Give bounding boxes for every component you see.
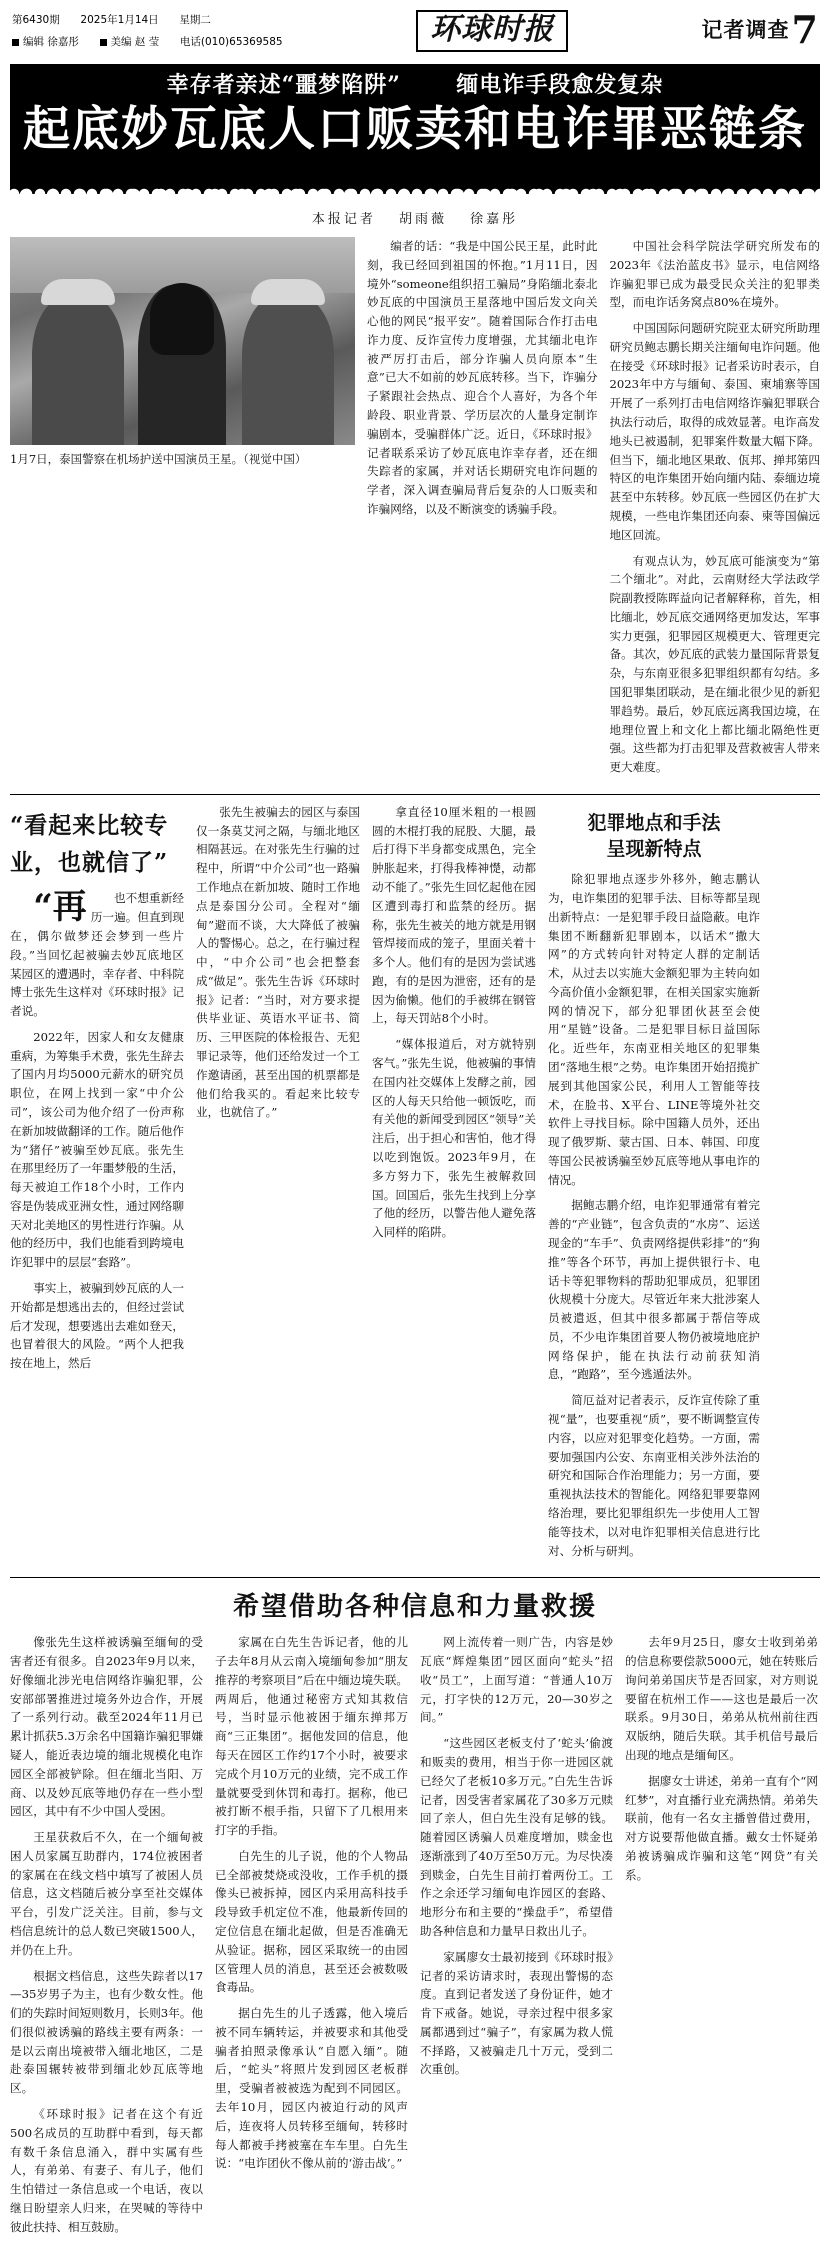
news-photo bbox=[10, 237, 355, 445]
crime-box-title-line2: 呈现新特点 bbox=[606, 837, 702, 860]
designer-label: 美编 bbox=[110, 36, 132, 49]
bottom-column-2 bbox=[215, 1633, 408, 2243]
left-article-text-1: 也不想重新经历一遍。但直到现在，偶尔做梦还会梦到一些片段。”当回忆起被骗去妙瓦底地区某园区的遭遇时，幸存者、中科院博士张先生这样对《环球时报》记者说。 bbox=[10, 891, 184, 1019]
left-article-paragraph-4: 事实上，被骗到妙瓦底的人一开始都是想逃出去的，但经过尝试后才发现，想要逃出去难如登天，也冒着很大的风险。“两个人把我按在地上，然后 bbox=[10, 1281, 184, 1371]
phone-number: 电话(010)65369585 bbox=[179, 36, 283, 49]
bottom-c2-p2: 白先生的儿子说，他的个人物品已全部被焚烧或没收，工作手机的摄像头已被拆掉，园区内采用高科技手段导致手机定位不准，他最新传回的定位信息在缅北起做，但是否准确无从验证。据称，园区采取统一的由园区管理人员的消息，甚至还会被数吸食毒品。 bbox=[215, 1848, 408, 1995]
square-bullet-icon bbox=[12, 39, 19, 46]
middle-column bbox=[372, 803, 536, 1567]
left-article-title: “看起来比较专业，也就信了” bbox=[10, 811, 169, 877]
col3-paragraph-3: 有观点认为，妙瓦底可能演变为“第二个缅北”。对此，云南财经大学法政学院副教授陈晖益向记者解释称，首先，相比缅北，妙瓦底交通网络更加发达，军事实力更强，犯罪园区规模更大、管理更完备。其次，妙瓦底的武装力量国际背景复杂，与东南亚很多犯罪组织都有勾结。多国犯罪集团联动，是在缅北很少见的新犯罪趋势。最后，妙瓦底远离我国边境，在地理位置上和文化上都比缅北隔绝性更强。这些都为打击犯罪及营救被害人带来更大难度。 bbox=[609, 553, 820, 775]
col3-paragraph-1: 中国社会科学院法学研究所发布的2023年《法治蓝皮书》显示，电信网络诈骗犯罪已成为最受民众关注的犯罪类型，而电诈话务窝点80%在境外。 bbox=[609, 239, 820, 310]
reporter-name-2: 徐嘉彤 bbox=[470, 212, 519, 227]
crime-box bbox=[548, 803, 760, 1567]
middle-section bbox=[10, 803, 820, 1567]
publish-date: 2025年1月14日 bbox=[80, 14, 159, 26]
bottom-c2-p3: 据白先生的儿子透露，他入境后被不同车辆转运，并被要求和其他受骗者拍照录像承认“自愿入缅”。随后，“蛇头”将照片发到园区老板群里，受骗者被被选为配到不同园区。去年10月，园区内被迫行动的风声后，连夜将人员转移至缅甸，转移时每人都被手拷被塞在车车里。白先生说：“电诈团伙不像从前的‘游击战’。” bbox=[215, 2006, 408, 2171]
kicker-right: 缅电诈手段愈发复杂 bbox=[456, 72, 664, 98]
main-headline: 起底妙瓦底人口贩卖和电诈罪恶链条 bbox=[23, 102, 807, 158]
masthead bbox=[10, 8, 820, 60]
left-article-paragraph-1 bbox=[10, 889, 184, 1020]
bottom-c4-p1: 去年9月25日，廖女士收到弟弟的信息称要偿款5000元，她在转账后询问弟弟国庆节是否回家，对方则说要留在杭州工作——这也是最后一次联系。9月30日，弟弟从杭州前往西双版纳，随后失联。其手机信号最后出现的地点是缅甸区。 bbox=[625, 1635, 818, 1762]
drop-cap: “再 bbox=[33, 887, 87, 928]
crime-box-title-line1: 犯罪地点和手法 bbox=[587, 811, 721, 834]
headline-banner bbox=[10, 64, 820, 182]
bottom-c3-p1: 网上流传着一则广告，内容是妙瓦底“辉煌集团”园区面向“蛇头”招收“员工”，上面写道：“普通人10万元，打字快的12万元，20—30岁之间。” bbox=[420, 1635, 613, 1725]
photo-caption: 1月7日，泰国警察在机场护送中国演员王星。（视觉中国） bbox=[10, 452, 307, 466]
mid-col2-paragraph-1: 拿直径10厘米粗的一根圆圆的木棍打我的屁股、大腿，最后打得下半身都变成黑色，完全肿胀起来，打得我棒神憷，动都动不能了。”张先生回忆起他在园区遭到毒打和监禁的经历。据称，张先生被关的地方就是用钢管焊接而成的笼子，里面关着十多个人。他们有的是因为尝试逃跑，有的是因为泄密，还有的是因为偷懒。他们的手被绑在钢管上，每天罚站8个小时。 bbox=[372, 804, 536, 1026]
masthead-left bbox=[12, 10, 283, 52]
newspaper-logo: 环球时报 bbox=[416, 10, 568, 52]
bottom-column-3 bbox=[420, 1633, 613, 2243]
photo-column bbox=[10, 237, 355, 784]
mid-col2-paragraph-2: “媒体报道后，对方就特别客气。”张先生说，他被骗的事情在国内社交媒体上发酵之前，园区的人每天只给他一顿饭吃，而有关他的新闻受到园区“领导”关注后，出于担心和害怕，他才得以吃到饱饭。2023年9月，在多方努力下，张先生被解救回国。回国后，张先生找到上分享了他的经历，以警告他人避免落入同样的陷阱。 bbox=[372, 1037, 536, 1240]
section-title: 记者调查 bbox=[701, 17, 790, 42]
masthead-center bbox=[283, 10, 702, 52]
bottom-c3-p3: 家属廖女士最初接到《环球时报》记者的采访请求时，表现出警惕的态度。直到记者发送了身份证件，她才肯下戒备。她说，寻亲过程中很多家属都遇到过“骗子”，有家属为救人慌不择路，又被骗走几十万元，受到二次重创。 bbox=[420, 1949, 613, 2077]
torn-edge-decoration bbox=[10, 182, 820, 194]
weekday: 星期二 bbox=[179, 14, 211, 26]
top-block bbox=[10, 237, 820, 784]
col3-paragraph-2: 中国国际问题研究院亚太研究所助理研究员鲍志鹏长期关注缅甸电诈问题。他在接受《环球时报》记者采访时表示，自2023年中方与缅甸、泰国、柬埔寨等国开展了一系列打击电信网络诈骗犯罪联合执法行动后，取得的成效显著。电诈高发地头已被遏制，犯罪案件数量大幅下降。但当下，缅北地区果敢、佤邦、掸邦第四特区的电诈集团开始向缅内陆、泰缅边境甚至中东转移。妙瓦底一些园区仍在扩大规模，一些电诈集团还向泰、柬等国偏远地区回流。 bbox=[609, 321, 820, 542]
top-right-column bbox=[609, 237, 820, 784]
crime-box-paragraph-2: 据鲍志鹏介绍，电诈犯罪通常有着完善的“产业链”，包含负责的“水房”、运送现金的“车手”、负责网络提供彩排”的“狗推”等各个环节，再加上提供银行卡、电话卡等犯罪物料的帮助犯罪成员，犯罪团伙规模十分庞大。尽管近年来大批涉案人员被遣返，但其中很多都属于帮信等成员，不少电诈集团首要人物仍被境地庇护网络保护，能在执法行动前获知消息，“跑路”，至今逃遁法外。 bbox=[548, 1198, 760, 1382]
left-article-paragraph-3: 张先生被骗去的园区与泰国仅一条莫艾河之隔，与缅北地区相隔甚远。在对张先生行骗的过程中，所谓“中介公司”也一路骗工作地点在新加坡、随时工作地点是泰国分公司。全程对“缅甸”避而不谈，大大降低了被骗人的警惕心。总之，在行骗过程中，“中介公司”也会把整套成“做足”。张先生告诉《环球时报》记者：“当时，对方要求提供毕业证、英语水平证书、简历、三甲医院的体检报告、无犯罪记录等，他们还给发过一个工作邀请函，甚至出国的机票都是他们给我买的。看起来比较专业，也就信了。” bbox=[196, 804, 360, 1120]
bottom-article bbox=[10, 1586, 820, 2243]
designer-name: 赵 莹 bbox=[134, 36, 160, 49]
banner-kicker bbox=[20, 72, 810, 98]
square-bullet-icon-2 bbox=[100, 39, 107, 46]
bottom-column-4 bbox=[625, 1633, 818, 2243]
byline-label: 本报记者 bbox=[311, 212, 376, 227]
editor-note bbox=[367, 237, 597, 784]
editor-name: 徐嘉彤 bbox=[47, 36, 79, 49]
left-article-continued bbox=[196, 803, 360, 1567]
crime-box-title bbox=[548, 811, 760, 862]
left-article-paragraph-2: 2022年，因家人和女友健康重病，为筹集手术费，张先生辞去了国内月均5000元薪水的研究员职位，在网上找到一家“中介公司”，该公司为他介绍了一份声称在新加坡做翻译的工作。随后他作为“猪仔”被骗至妙瓦底。张先生在那里经历了一年噩梦般的生活，每天被迫工作18个小时，工作内容是伪装成亚洲女性，通过网络聊天对北美地区的男性进行诈骗。从他的经历中，我们也能看到跨境电诈犯罪中的层层“套路”。 bbox=[10, 1029, 184, 1270]
bottom-c1-p3: 根据文档信息，这些失踪者以17—35岁男子为主，也有少数女性。他们的失踪时间短则数月，长则3年。他们很似被诱骗的路线主要有两条：一是以云南出境被带入缅北地区，二是赴泰国辗转被带到缅北妙瓦底等地区。 bbox=[10, 1968, 203, 2096]
bottom-c4-p2: 据廖女士讲述，弟弟一直有个“网红梦”，对直播行业充满热情。弟弟失联前，他有一名女主播曾借过费用，对方说要帮他做直播。戴女士怀疑弟弟被诱骗成诈骗和这笔“网贷”有关系。 bbox=[625, 1773, 818, 1882]
divider-rule-1 bbox=[10, 794, 820, 795]
bottom-column-1 bbox=[10, 1633, 203, 2243]
reporter-name-1: 胡雨薇 bbox=[398, 212, 447, 227]
editor-note-paragraph: 编者的话：“我是中国公民王星，此时此刻，我已经回到祖国的怀抱。”1月11日，因境外“someone组织招工骗局”身陷缅北泰北妙瓦底的中国演员王星落地中国后发文向关心他的网民“报平安”。随着国际合作打击电诈力度、反诈宣传力度增强，尤其缅北电诈被严厉打击后，部分诈骗人员向原本“生意”已大不如前的妙瓦底转移。当下，诈骗分子紧跟社会热点、迎合个人喜好，为各个年龄段、职业背景、学历层次的人量身定制诈骗剧本，受骗群体广泛。近日，《环球时报》记者联系采访了妙瓦底电诈幸存者，还在细失踪者的家属，并对话长期研究电诈问题的学者，深入调查骗局背后复杂的人口贩卖和诈骗网络，以及不断演变的诱骗手段。 bbox=[367, 239, 598, 516]
editor-label: 编辑 bbox=[23, 36, 44, 49]
crime-box-paragraph-3: 简厄益对记者表示，反诈宣传除了重视“量”，也要重视“质”，要不断调整宣传内容，以应对犯罪变化趋势。一方面，需要加强国内公安、东南亚相关涉外法治的研究和国际合作治理能力；另一方面，要重视执法技术的智能化。网络犯罪要靠网络治理，要比犯罪组织先一步使用人工智能等技术，以对电诈犯罪相关信息进行比对、分析与研判。 bbox=[548, 1393, 760, 1558]
masthead-right bbox=[701, 7, 818, 52]
divider-rule-2 bbox=[10, 1577, 820, 1578]
bottom-c1-p1: 像张先生这样被诱骗至缅甸的受害者还有很多。自2023年9月以来，好像缅北涉光电信网络诈骗犯罪，公安部部署推进过境务外边合作，开展了一系列行动。截至2024年11月已累计抓获5.3万余名中国籍诈骗犯罪嫌疑人，能近表边境的缅北规模化电诈园区全部被铲除。但在缅北当阳、万商、以及妙瓦底等地仍存在一些小型园区，其中有不少中国人受困。 bbox=[10, 1635, 203, 1819]
byline bbox=[10, 208, 820, 227]
issue-number: 第6430期 bbox=[12, 14, 60, 26]
bottom-c1-p2: 王星获救后不久，在一个缅甸被困人员家属互助群内，174位被困者的家属在在线文档中填写了被困人员信息，这文档随后被分享至社交媒体平台，引发广泛关注。目前，参与文档信息统计的总人数已突破1500人，并仍在上升。 bbox=[10, 1830, 203, 1957]
page-number: 7 bbox=[791, 7, 818, 52]
bottom-article-title: 希望借助各种信息和力量救援 bbox=[232, 1592, 597, 1623]
bottom-c1-p4: 《环球时报》记者在这个有近500名成员的互助群中看到，每天都有数千条信息涌入，群中实属有些人，有弟弟、有妻子、有儿子，他们生怕错过一条信息或一个电话，夜以继日盼望亲人归来，在哭喊的等待中彼此扶持、相互鼓励。 bbox=[10, 2107, 203, 2234]
kicker-left: 幸存者亲述“噩梦陷阱” bbox=[166, 72, 401, 98]
left-article bbox=[10, 803, 184, 1567]
crime-box-paragraph-1: 除犯罪地点逐步外移外，鲍志鹏认为，电诈集团的犯罪手法、目标等都呈现出新特点：一是犯罪手段日益隐蔽。电诈集团不断翻新犯罪剧本，以话术“撒大网”的方式转向针对特定人群的定制话术，从过去以实施大金额犯罪为主转向如今高价值小金额犯罪，在相关国家实施新网的情况下，部分犯罪团伙甚至会使用“星链”设备。二是犯罪目标日益国际化。近些年，东南亚相关地区的犯罪集团“落地生根”之势。电诈集团开始招揽扩展到其他国家公民，利用人工智能等技术，在脸书、X平台、LINE等境外社交软件上寻找目标。除中国籍人员外，还出现了俄罗斯、蒙古国、日本、韩国、印度等国公民被诱骗至妙瓦底等地从事电诈的情况。 bbox=[548, 872, 760, 1187]
bottom-columns bbox=[10, 1633, 820, 2243]
bottom-c2-p1: 家属在白先生告诉记者，他的儿子去年8月从云南入境缅甸参加“朋友推荐的考察项目”后在中缅边境失联。两周后，他通过秘密方式知其救信号，当时显示他被困于缅东掸邦万商“三正集团”。据他发回的信息，他每天在园区工作约17个小时，被要求完成个月10万元的业绩，完不成工作量就要受到休罚和毒打。据称，他已被打断不根手指，只留下了几根用来打字的手指。 bbox=[215, 1635, 408, 1838]
bottom-c3-p2: “这些园区老板支付了‘蛇头’偷渡和贩卖的费用，相当于你一进园区就已经欠了老板10多万元。”白先生告诉记者，因受害者家属花了30多万元赎回了亲人，但白先生没有足够的钱。随着园区诱骗人员难度增加，赎金也逐渐涨到了40万至50万元。为尽快凑到赎金，白先生目前打着两份工。工作之余还学习缅甸电诈园区的套路、地形分布和主要的“操盘手”，希望借助各种信息和力量早日救出儿子。 bbox=[420, 1736, 613, 1938]
